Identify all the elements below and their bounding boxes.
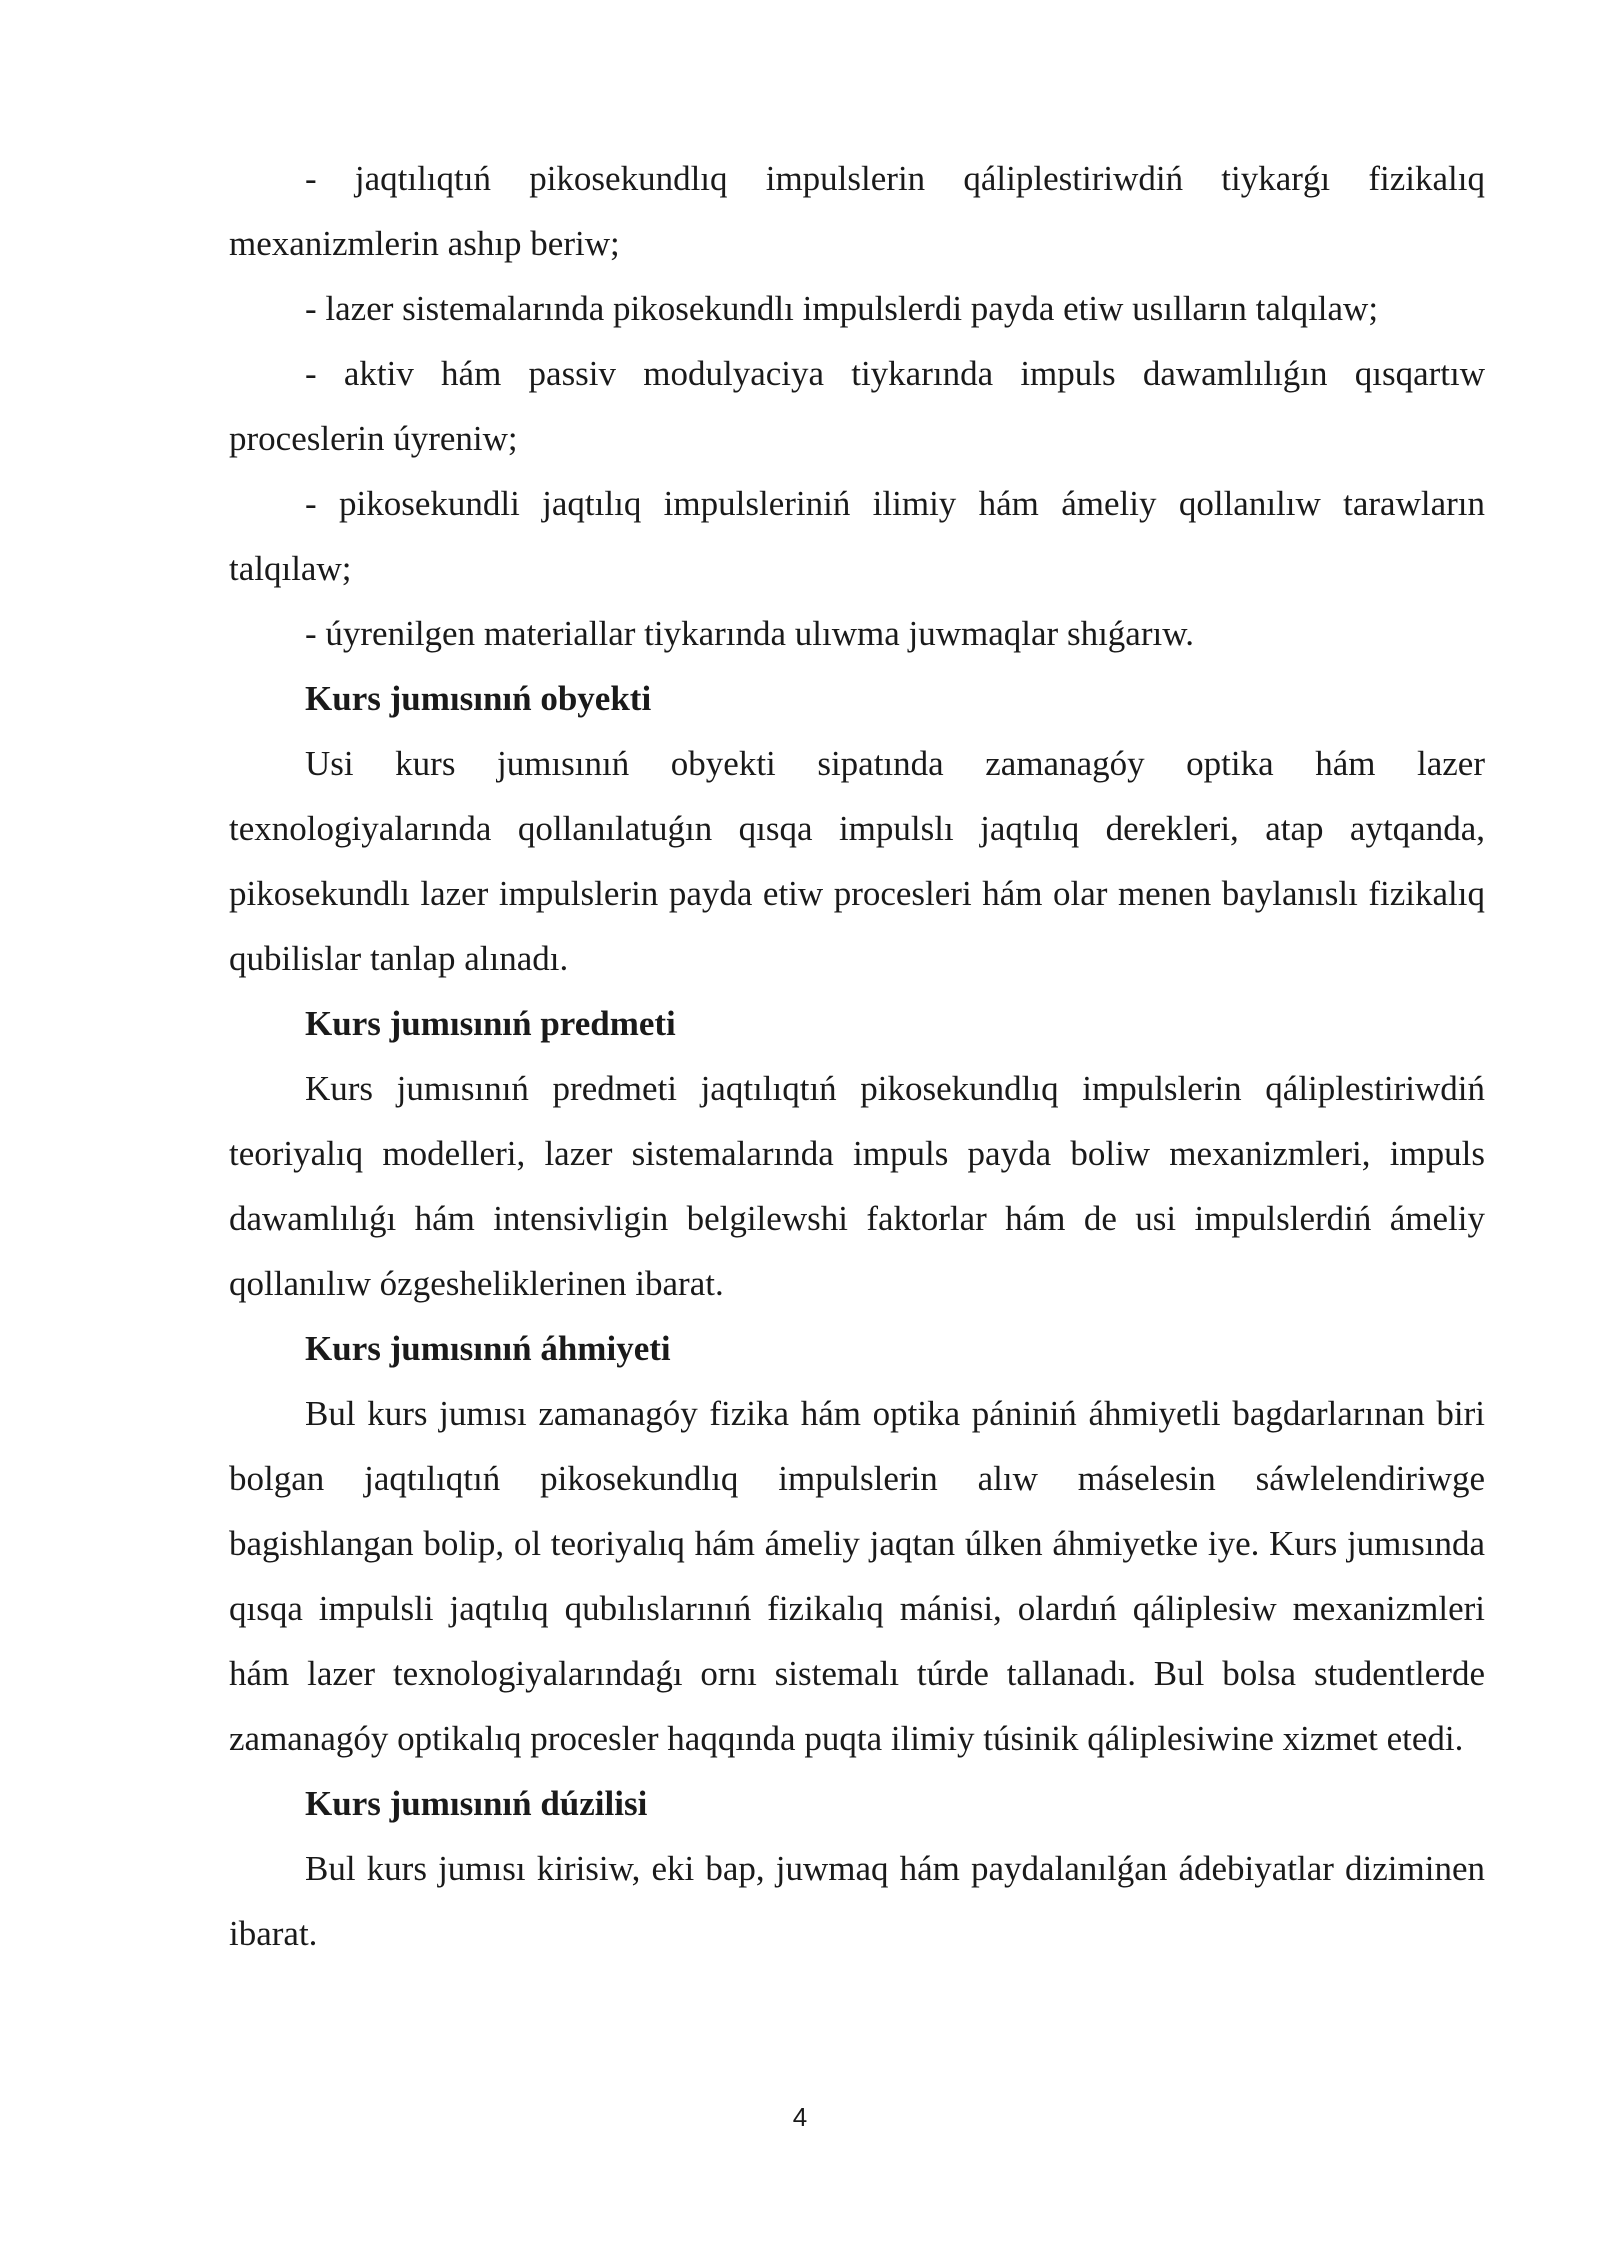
body-paragraph: Bul kurs jumısı kirisiw, eki bap, juwmaq hám paydalanılǵan ádebiyatlar diziminen ibarat. — [229, 1849, 1485, 1953]
document-body — [229, 146, 1485, 1966]
section-heading-structure: Kurs jumısınıń dúzilisi — [305, 1784, 648, 1823]
body-paragraph: Usi kurs jumısınıń obyekti sipatında zamanagóy optika hám lazer texnologiyalarında qollanılatuǵın qısqa impulslı jaqtılıq derekleri, atap aytqanda, pikosekundlı lazer impulslerin payda etiw procesleri hám olar menen baylanıslı fizikalıq qubilislar tanlap alınadı. — [229, 744, 1485, 978]
bullet-paragraph: - lazer sistemalarında pikosekundlı impulslerdi payda etiw usılların talqılaw; — [305, 289, 1379, 328]
body-paragraph: Bul kurs jumısı zamanagóy fizika hám optika pániniń áhmiyetli bagdarlarınan biri bolgan jaqtılıqtıń pikosekundlıq impulslerin alıw máselesin sáwlelendiriwge bagishlangan bolip, ol teoriyalıq hám ámeliy jaqtan úlken áhmiyetke iye. Kurs jumısında qısqa impulsli jaqtılıq qubılıslarınıń fizikalıq mánisi, olardıń qáliplesiw mexanizmleri hám lazer texnologiyalarındaǵı ornı sistemalı túrde tallanadı. Bul bolsa studentlerde zamanagóy optikalıq procesler haqqında puqta ilimiy túsinik qáliplesiwine xizmet etedi. — [229, 1394, 1485, 1758]
bullet-paragraph: - pikosekundli jaqtılıq impulsleriniń ilimiy hám ámeliy qollanılıw tarawların talqılaw; — [229, 484, 1485, 588]
section-heading-importance: Kurs jumısınıń áhmiyeti — [305, 1329, 671, 1368]
bullet-paragraph: - aktiv hám passiv modulyaciya tiykarında impuls dawamlılıǵın qısqartıw proceslerin úyreniw; — [229, 354, 1485, 458]
bullet-paragraph: - jaqtılıqtıń pikosekundlıq impulslerin qáliplestiriwdiń tiykarǵı fizikalıq mexanizmlerin ashıp beriw; — [229, 159, 1485, 263]
bullet-paragraph: - úyrenilgen materiallar tiykarında ulıwma juwmaqlar shıǵarıw. — [305, 614, 1194, 653]
page-number: 4 — [792, 2102, 808, 2132]
section-heading-subject: Kurs jumısınıń predmeti — [305, 1004, 676, 1043]
section-heading-object: Kurs jumısınıń obyekti — [305, 679, 652, 718]
body-paragraph: Kurs jumısınıń predmeti jaqtılıqtıń pikosekundlıq impulslerin qáliplestiriwdiń teoriyalıq modelleri, lazer sistemalarında impuls payda boliw mexanizmleri, impuls dawamlılıǵı hám intensivligin belgilewshi faktorlar hám de usi impulslerdiń ámeliy qollanılıw ózgesheliklerinen ibarat. — [229, 1069, 1485, 1303]
